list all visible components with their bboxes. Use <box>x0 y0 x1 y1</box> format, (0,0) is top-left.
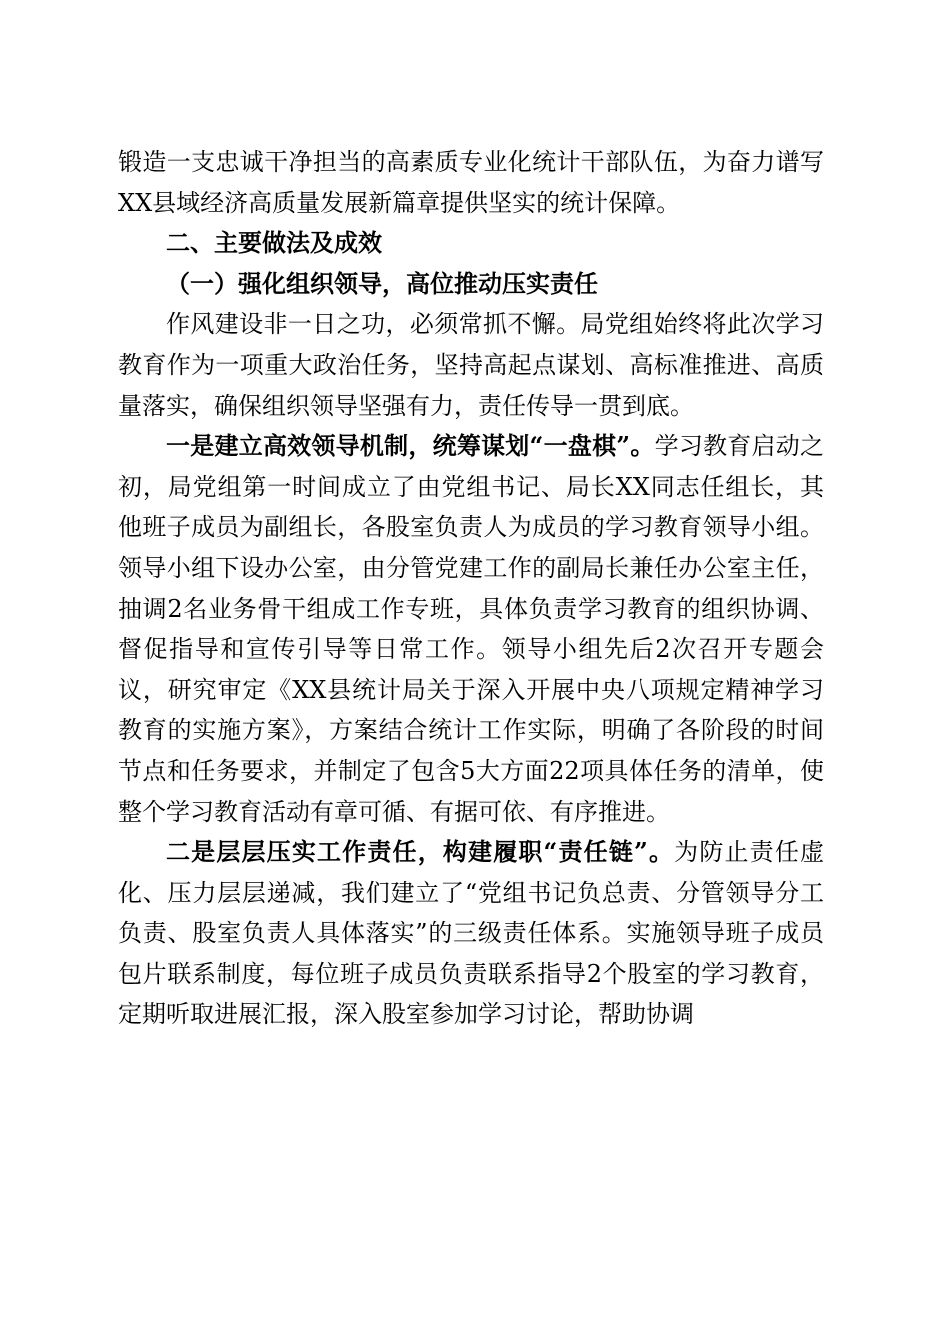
point-one-body: 学习教育启动之初，局党组第一时间成立了由党组书记、局长XX同志任组长，其他班子成员为副组长，各股室负责人为成员的学习教育领导小组。领导小组下设办公室，由分管党建工作的副局长兼任办公室主任，抽调2名业务骨干组成工作专班，具体负责学习教育的组织协调、督促指导和宣传引导等日常工作。领导小组先后2次召开专题会议，研究审定《XX县统计局关于深入开展中央八项规定精神学习教育的实施方案》，方案结合统计工作实际，明确了各阶段的时间节点和任务要求，并制定了包含5大方面22项具体任务的清单，使整个学习教育活动有章可循、有据可依、有序推进。 <box>118 432 825 826</box>
paragraph-point-one <box>118 426 824 832</box>
point-two-body: 为防止责任虚化、压力层层递减，我们建立了“党组书记负总责、分管领导分工负责、股室负责人具体落实”的三级责任体系。实施领导班子成员包片联系制度，每位班子成员负责联系指导2个股室的学习教育，定期听取进展汇报，深入股室参加学习讨论，帮助协调 <box>118 838 825 1029</box>
paragraph-intro: 作风建设非一日之功，必须常抓不懈。局党组始终将此次学习教育作为一项重大政治任务，坚持高起点谋划、高标准推进、高质量落实，确保组织领导坚强有力，责任传导一贯到底。 <box>118 310 824 420</box>
point-two-lead: 二是层层压实工作责任，构建履职“责任链”。 <box>166 837 675 867</box>
paragraph-point-two <box>118 832 824 1035</box>
paragraph-continuation: 锻造一支忠诚干净担当的高素质专业化统计干部队伍，为奋力谱写XX县域经济高质量发展新篇章提供坚实的统计保障。 <box>118 148 824 217</box>
document-page <box>118 142 824 1035</box>
point-one-lead: 一是建立高效领导机制，统筹谋划“一盘棋”。 <box>166 431 655 461</box>
subsection-heading: （一）强化组织领导，高位推动压实责任 <box>166 268 598 298</box>
section-heading: 二、主要做法及成效 <box>166 229 382 258</box>
